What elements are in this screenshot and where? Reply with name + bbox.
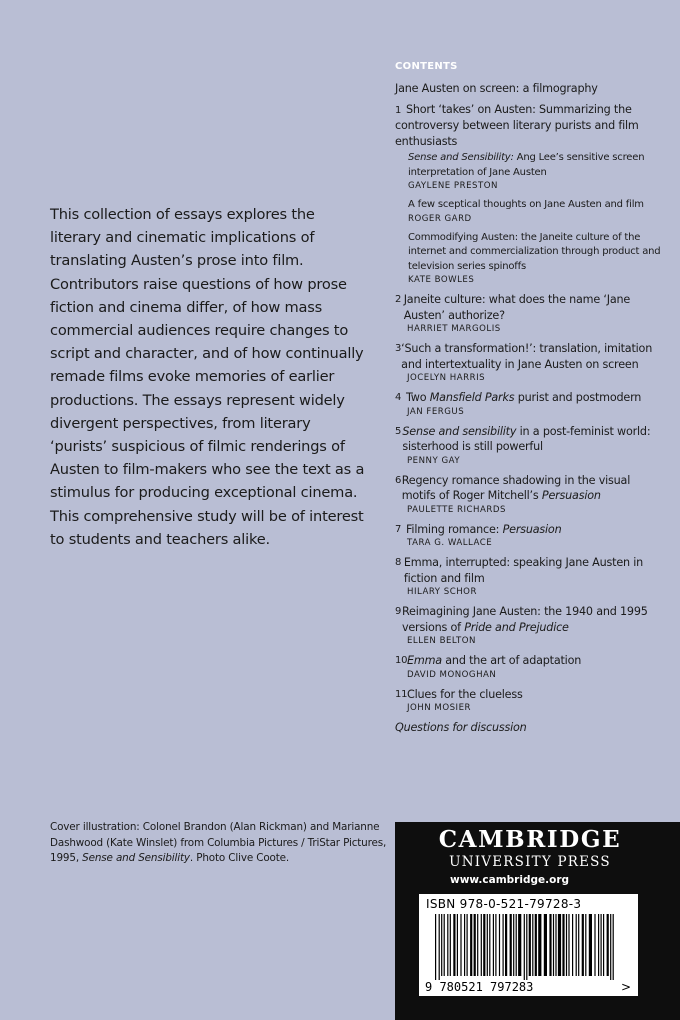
barcode-bar [439,914,440,980]
contents-questions: Questions for discussion [395,721,527,734]
barcode-bar [447,914,448,976]
chapter-2 [395,292,665,336]
chapter-title: Clues for the clueless [407,687,523,701]
subessay-title: Commodifying Austen: the Janeite culture of the internet and commercialization through product and television series spinoffs [408,231,661,272]
svg-text:>: > [621,980,632,994]
barcode-bar [510,914,512,976]
barcode-bar [493,914,494,976]
isbn-text: ISBN 978-0-521-79728-3 [426,897,582,911]
chapter-author: JAN FERGUS [407,406,465,417]
chapter-title: Sense and sensibility in a post-feminist world: sisterhood is still powerful [402,424,651,453]
barcode-bar [489,914,490,976]
barcode-bar [558,914,561,976]
barcode-bar [487,914,488,976]
barcode-bar [585,914,586,976]
chapter-title: Filming romance: Persuasion [406,522,562,536]
barcode-bar [467,914,468,976]
chapter-author: JOHN MOSIER [407,703,471,713]
chapter-number: 3 [395,343,402,354]
barcode-bar [607,914,609,976]
barcode-bar [450,914,451,976]
chapter-number: 9 [395,606,402,617]
barcode-bar [503,914,504,976]
chapter-number: 6 [395,474,402,486]
chapter-title: Janeite culture: what does the name ‘Jane Austen’ authorize? [403,293,631,322]
chapter-title: Two Mansfield Parks purist and postmodern [406,391,642,404]
chapter-author: DAVID MONOGHAN [407,669,497,680]
barcode-bar [610,914,611,980]
barcode-bar [555,914,556,976]
barcode-bar [464,914,465,976]
chapter-title: Short ‘takes’ on Austen: Summarizing the controversy between literary purists and film enthusiasts [395,102,639,148]
barcode-bar [613,914,614,980]
chapter-number: 5 [395,425,402,437]
barcode-bar [526,914,527,980]
barcode-bar [549,914,551,976]
chapter-author: ELLEN BELTON [407,636,476,646]
chapter-9 [395,604,665,648]
barcode-bar [532,914,533,976]
chapter-4 [395,390,665,419]
barcode-bar [578,914,579,976]
subessay-author: ROGER GARD [408,213,472,224]
chapter-author: HARRIET MARGOLIS [407,324,501,334]
publisher-block [395,822,680,1020]
barcode-bar [582,914,584,976]
chapter-number: 7 [395,523,402,535]
chapter-1-subessay-1 [395,151,665,193]
barcode-bar [524,914,525,980]
barcode-bar [453,914,455,976]
chapter-author: PENNY GAY [407,455,461,466]
barcode-bar [477,914,478,976]
barcode-bar [441,914,442,976]
cover-illustration-credit: Cover illustration: Colonel Brandon (Alan Rickman) and Marianne Dashwood (Kate Winslet) from Columbia Pictures / TriStar Pictures, 1995, Sense and Sensibility. Photo Clive Coote. [50,821,387,865]
subessay-title: Ang Lee’s sensitive screen interpretation of Jane Austen [408,152,645,178]
chapter-author: TARA G. WALLACE [407,538,493,548]
chapter-3 [395,341,665,385]
barcode-bar [544,914,547,976]
chapter-number: 8 [395,557,402,568]
barcode-box [419,894,638,996]
subessay-author: GAYLENE PRESTON [408,181,498,191]
barcode-bar [576,914,577,976]
barcode-bar [470,914,472,976]
chapter-7 [395,522,665,551]
chapter-number: 1 [395,104,402,116]
barcode-bar [435,914,436,980]
contents-filmography: Jane Austen on screen: a filmography [395,82,598,95]
subessay-author: KATE BOWLES [408,275,475,285]
chapter-number: 4 [395,392,402,403]
barcode-bar [460,914,461,976]
publisher-press: UNIVERSITY PRESS [449,854,611,870]
publisher-name: CAMBRIDGE [438,826,622,853]
barcode-bar [499,914,500,976]
subessay-title-italic: Sense and Sensibility: [408,152,514,163]
back-cover-blurb: This collection of essays explores the literary and cinematic implications of translating Austen’s prose into film. Contributors raise questions of how prose fiction and cinema differ, of how mass commercial audiences require changes to script and character, and of how continually remade films evoke memories of earlier productions. The essays represent widely divergent perspectives, from literary ‘purists’ suspicious of filmic renderings of Austen to film-makers who see the text as a stimulus for producing exceptional cinema. This comprehensive study will be of interest to students and teachers alike. [50,206,365,548]
barcode-bar [568,914,569,976]
barcode-bar [562,914,564,976]
chapter-title: Reimagining Jane Austen: the 1940 and 1995 versions of Pride and Prejudice [401,605,648,634]
barcode-bar [535,914,537,976]
chapter-1 [395,102,665,288]
barcode-bar [516,914,517,976]
barcode-bar [505,914,507,976]
barcode-bar [495,914,496,976]
chapter-5 [395,424,665,468]
barcode-bar [553,914,554,976]
chapter-title: Emma, interrupted: speaking Jane Austen in fiction and film [403,556,644,585]
barcode-bar [566,914,567,976]
chapter-8 [395,555,665,599]
contents-list [395,60,665,736]
barcode-bar [444,914,445,976]
subessay-title: A few sceptical thoughts on Jane Austen and film [408,199,644,210]
chapter-author: JOCELYN HARRIS [407,373,486,383]
publisher-url: www.cambridge.org [450,874,570,886]
chapter-title: Emma and the art of adaptation [407,654,582,667]
chapter-11 [395,687,665,716]
barcode-bar [598,914,599,976]
barcode-bar [529,914,531,976]
barcode-digits: 9 780521 797283 [425,980,534,994]
barcode-bar [518,914,521,976]
chapter-title: ‘Such a transformation!’: translation, imitation and intertextuality in Jane Austen on screen [401,342,653,371]
barcode-bar [513,914,514,976]
barcode-bar [572,914,573,976]
barcode-bar [457,914,458,976]
chapter-1-subessay-3 [395,231,665,288]
chapter-author: HILARY SCHOR [407,587,477,597]
barcode-bar [483,914,485,976]
chapter-number: 11 [395,688,408,700]
barcode-bar [538,914,541,976]
chapter-10 [395,653,665,682]
barcode-bar [603,914,604,976]
barcode-bar [589,914,592,976]
contents-heading: CONTENTS [395,61,458,72]
barcode-bar [474,914,476,976]
chapter-number: 10 [395,655,408,666]
chapter-number: 2 [395,294,402,305]
chapter-6 [395,473,665,517]
chapter-author: PAULETTE RICHARDS [407,504,506,515]
chapter-1-subessay-2 [395,198,665,226]
barcode-bar [481,914,482,976]
barcode-bar [594,914,595,976]
barcode-bar [601,914,602,976]
chapter-title: Regency romance shadowing in the visual motifs of Roger Mitchell’s Persuasion [401,473,631,502]
